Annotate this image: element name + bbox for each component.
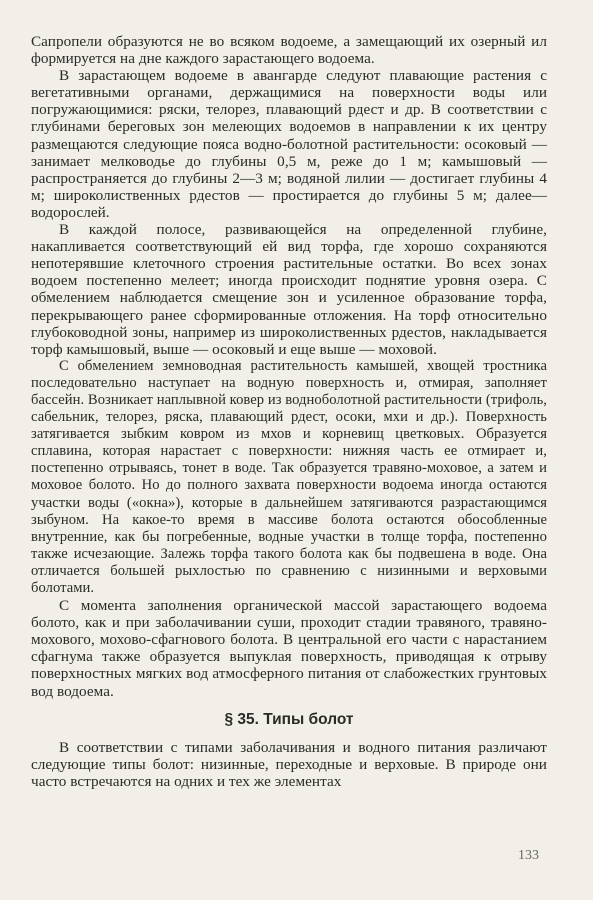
- page-number: 133: [518, 848, 539, 863]
- paragraph-bog-stages: С момента заполнения органической массой зарастающего водоема болото, как и при заболачивании суши, проходит стадии травяного, травяно-мохового, мохово-сфагнового болота. В центральной его части с нарастанием сфагнума также образуется выпуклая поверхность, приводящая к отрыву поверхностных мягких вод атмосферного питания от слабожестких грунтовых вод водоема.: [31, 597, 547, 700]
- paragraph-vegetation-belts: В зарастающем водоеме в авангарде следуют плавающие растения с вегетативными органами, держащимися на поверхности воды или погружающимися: ряски, телорез, плавающий рдест и др. В соответствии с глубинами береговых зон мелеющих водоемов в направлении к их центру размещаются следующие пояса водно-болотной растительности: осоковый — занимает мелководье до глубины 0,5 м, реже до 1 м; камышовый — распространяется до глубины 2—3 м; водяной лилии — достигает глубины 4 м; широколиственных рдестов — простирается до глубины 5 м; далее— водорослей.: [31, 67, 547, 221]
- paragraph-sapropel: Сапропели образуются не во всяком водоеме, а замещающий их озерный ил формируется на дне каждого зарастающего водоема.: [31, 33, 547, 68]
- paragraph-bog-types: В соответствии с типами заболачивания и водного питания различают следующие типы болот: низинные, переходные и верховые. В природе они часто встречаются на одних и тех же элементах: [31, 738, 547, 790]
- paragraph-shallowing: С обмелением земноводная растительность камышей, хвощей тростника последовательно наступает на водную поверхность и, отмирая, заполняет бассейн. Возникает наплывной ковер из водноболотной растительности (трифоль, сабельник, телорез, ряска, плавающий рдест, осоки, мхи и др.). Поверхность затягивается зыбким ковром из мхов и корневищ цветковых. Образуется сплавина, которая нарастает с поверхности: нижняя часть ее отмирает и, постепенно отрываясь, тонет в воде. Так образуется травяно-моховое, а затем и моховое болото. Но до полного захвата поверхности водоема иногда остаются участки воды («окна»), которые в дальнейшем затягиваются разрастающимся зыбуном. На какое-то время в массиве болота остаются обособленные внутренние, как бы погребенные, водные участки в толще торфа, постепенно также исчезающие. Залежь торфа такого болота как бы подвешена в воде. Она отличается большей рыхлостью по сравнению с низинными и верховыми болотами.: [31, 357, 547, 596]
- paragraph-peat-accumulation: В каждой полосе, развивающейся на определенной глубине, накапливается соответствующий ей вид торфа, где хорошо сохраняются непотерявшие клеточного строения растительные остатки. Во всех зонах водоем постепенно мелеет; иногда происходит поднятие уровня озера. С обмелением наблюдается смещение зон и усиленное образование торфа, перекрывающего ранее сформированные отложения. На торф относительно глубоководной зоны, например из широколиственных рдестов, накладывается торф камышовый, выше — осоковый и еще выше — моховой.: [31, 221, 547, 358]
- section-heading: § 35. Типы болот: [224, 710, 354, 728]
